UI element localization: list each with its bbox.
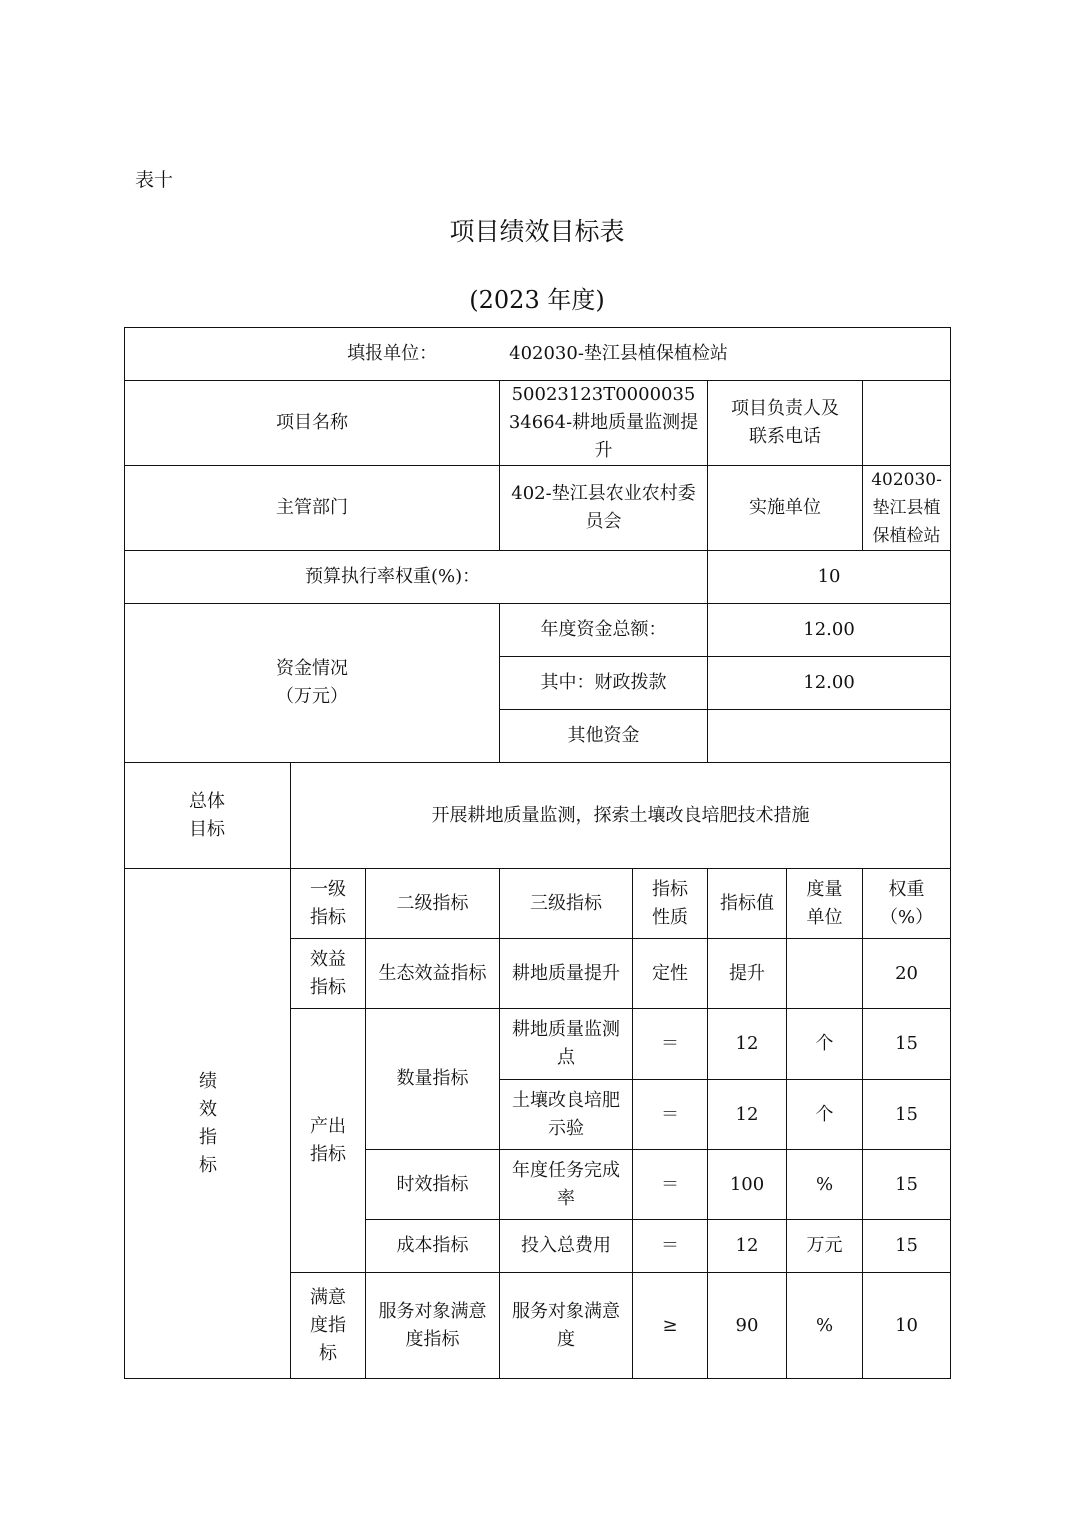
filing-unit-cell — [125, 328, 951, 381]
department-value: 402-垫江县农业农村委员会 — [500, 466, 708, 551]
document-year: (2023 年度) — [469, 286, 605, 314]
filing-unit-value: 402030-垫江县植保植检站 — [509, 343, 728, 364]
overall-goal-row — [125, 763, 951, 869]
indicator-unit: % — [787, 1150, 863, 1220]
document-title: 项目绩效目标表 — [449, 217, 625, 246]
indicator-weight: 15 — [863, 1080, 951, 1150]
indicator-level3: 投入总费用 — [500, 1220, 633, 1273]
project-leader-label: 项目负责人及 联系电话 — [708, 381, 863, 466]
indicator-nature: ＝ — [633, 1150, 708, 1220]
project-leader-value — [863, 381, 951, 466]
department-row — [125, 466, 951, 551]
indicator-level2: 成本指标 — [366, 1220, 500, 1273]
funds-fiscal-value: 12.00 — [708, 657, 951, 710]
performance-target-table — [124, 327, 951, 1379]
budget-rate-value: 10 — [708, 551, 951, 604]
indicator-weight: 20 — [863, 939, 951, 1009]
indicator-weight: 15 — [863, 1150, 951, 1220]
indicator-level2: 数量指标 — [366, 1009, 500, 1150]
filing-unit-label: 填报单位： — [347, 343, 438, 364]
table-number: 表十 — [135, 169, 174, 191]
indicator-unit: 万元 — [787, 1220, 863, 1273]
indicator-level3: 年度任务完成率 — [500, 1150, 633, 1220]
header-weight: 权重 （%） — [863, 869, 951, 939]
overall-goal-label: 总体 目标 — [125, 763, 291, 869]
project-name-value: 50023123T000003534664-耕地质量监测提升 — [500, 381, 708, 466]
header-unit: 度量 单位 — [787, 869, 863, 939]
indicator-weight: 15 — [863, 1220, 951, 1273]
project-name-label: 项目名称 — [125, 381, 500, 466]
header-level3: 三级指标 — [500, 869, 633, 939]
indicator-level3: 服务对象满意度 — [500, 1273, 633, 1379]
indicator-level2: 时效指标 — [366, 1150, 500, 1220]
performance-indicators-label: 绩 效 指 标 — [125, 869, 291, 1379]
implementing-unit-value: 402030-垫江县植保植检站 — [863, 466, 951, 551]
group-benefit: 效益 指标 — [291, 939, 366, 1009]
overall-goal-text: 开展耕地质量监测，探索土壤改良培肥技术措施 — [291, 763, 951, 869]
indicator-value: 12 — [708, 1009, 787, 1080]
header-level2: 二级指标 — [366, 869, 500, 939]
indicator-unit — [787, 939, 863, 1009]
indicator-level3: 耕地质量提升 — [500, 939, 633, 1009]
indicator-weight: 10 — [863, 1273, 951, 1379]
funds-other-value — [708, 710, 951, 763]
indicator-unit: % — [787, 1273, 863, 1379]
budget-rate-row — [125, 551, 951, 604]
department-label: 主管部门 — [125, 466, 500, 551]
indicator-unit: 个 — [787, 1080, 863, 1150]
funds-total-value: 12.00 — [708, 604, 951, 657]
budget-rate-label: 预算执行率权重(%)： — [125, 551, 708, 604]
header-nature: 指标 性质 — [633, 869, 708, 939]
implementing-unit-label: 实施单位 — [708, 466, 863, 551]
indicator-header-row — [125, 869, 951, 939]
indicator-weight: 15 — [863, 1009, 951, 1080]
header-level1: 一级 指标 — [291, 869, 366, 939]
group-output: 产出 指标 — [291, 1009, 366, 1273]
indicator-value: 100 — [708, 1150, 787, 1220]
project-name-row — [125, 381, 951, 466]
indicator-nature: ＝ — [633, 1009, 708, 1080]
indicator-nature: ＝ — [633, 1220, 708, 1273]
indicator-level3: 土壤改良培肥示验 — [500, 1080, 633, 1150]
header-value: 指标值 — [708, 869, 787, 939]
indicator-nature: 定性 — [633, 939, 708, 1009]
indicator-value: 12 — [708, 1080, 787, 1150]
funds-total-label: 年度资金总额： — [500, 604, 708, 657]
funds-total-row — [125, 604, 951, 657]
indicator-level2: 生态效益指标 — [366, 939, 500, 1009]
funds-fiscal-label: 其中：财政拨款 — [500, 657, 708, 710]
indicator-unit: 个 — [787, 1009, 863, 1080]
indicator-value: 90 — [708, 1273, 787, 1379]
funds-other-label: 其他资金 — [500, 710, 708, 763]
indicator-level3: 耕地质量监测点 — [500, 1009, 633, 1080]
indicator-value: 12 — [708, 1220, 787, 1273]
funds-label: 资金情况 （万元） — [125, 604, 500, 763]
indicator-nature: ≥ — [633, 1273, 708, 1379]
indicator-value: 提升 — [708, 939, 787, 1009]
indicator-level2: 服务对象满意度指标 — [366, 1273, 500, 1379]
group-satisfaction: 满意 度指 标 — [291, 1273, 366, 1379]
filing-unit-row — [125, 328, 951, 381]
indicator-nature: ＝ — [633, 1080, 708, 1150]
